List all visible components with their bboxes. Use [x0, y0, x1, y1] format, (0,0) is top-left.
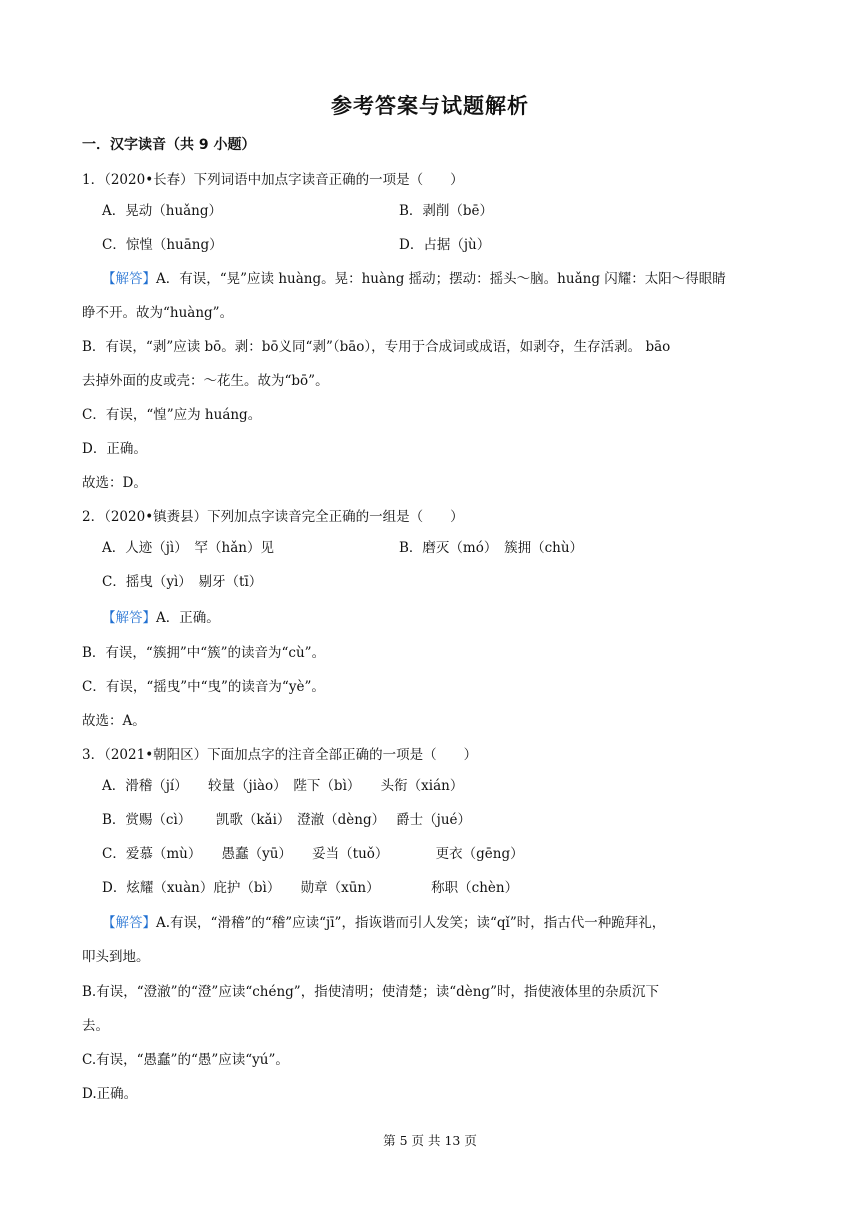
question-2-answer-line [102, 608, 220, 628]
question-2-answer-text: 故选：A。 [82, 713, 146, 729]
page-footer: 第 5 页 共 13 页 [383, 1133, 477, 1148]
question-1-option-a: A．晃动（huǎng） [102, 203, 223, 219]
question-3-answer-text: C.有误，“愚蠢”的“愚”应读“yú”。 [82, 1052, 289, 1068]
question-2-option-b: B．磨灭（mó） 簇拥（chù） [399, 540, 584, 556]
question-3-answer-text: D.正确。 [82, 1086, 138, 1102]
question-1-answer-text: 去掉外面的皮或壳：～花生。故为“bō”。 [82, 373, 329, 389]
question-2-option-c: C．摇曳（yì） 剔牙（tī） [102, 574, 263, 590]
question-2-option-a: A．人迹（jì） 罕（hǎn）见 [102, 540, 274, 556]
question-3-answer-line [102, 913, 665, 933]
section-heading: 一．汉字读音（共 9 小题） [82, 137, 256, 153]
question-3-answer-text: 叩头到地。 [82, 949, 150, 965]
answer-label: 【解答】 [102, 915, 156, 931]
question-3-answer-text: 去。 [82, 1018, 109, 1034]
answer-text: A．正确。 [156, 610, 220, 626]
question-3-option-a: A．滑稽（jí） 较量（jiào） 陛下（bì） 头衔（xián） [102, 778, 464, 794]
question-1-answer-text: B．有误，“剥”应读 bō。剥：bō义同“剥”（bāo），专用于合成词或成语，如剥夺，生存活剥。 bāo [82, 339, 671, 355]
question-3-option-d: D．炫耀（xuàn）庇护（bì） 勋章（xūn） 称职（chèn） [102, 880, 519, 896]
question-1-option-c: C．惊惶（huāng） [102, 237, 223, 253]
page-title: 参考答案与试题解析 [331, 94, 529, 118]
answer-label: 【解答】 [102, 271, 156, 287]
question-2-answer-text: C．有误，“摇曳”中“曳”的读音为“yè”。 [82, 679, 325, 695]
question-1-answer-text: D．正确。 [82, 441, 147, 457]
question-1-option-b: B．剥削（bē） [399, 203, 494, 219]
question-1-stem: 1．（2020•长春）下列词语中加点字读音正确的一项是（ ） [82, 172, 464, 188]
answer-text: A．有误，“晃”应读 huàng。晃：huàng 摇动；摆动：摇头～脑。huǎng 闪耀：太阳～得眼睛 [156, 271, 726, 287]
question-2-stem: 2．（2020•镇赉县）下列加点字读音完全正确的一组是（ ） [82, 509, 464, 525]
question-1-answer-text: C．有误，“惶”应为 huáng。 [82, 407, 262, 423]
answer-text: A.有误，“滑稽”的“稽”应读“jī”，指诙谐而引人发笑；读“qǐ”时，指古代一种跪拜礼， [156, 915, 666, 931]
question-3-stem: 3．（2021•朝阳区）下面加点字的注音全部正确的一项是（ ） [82, 747, 478, 763]
question-1-answer-text: 睁不开。故为“huàng”。 [82, 305, 234, 321]
question-1-answer-line [102, 269, 726, 289]
answer-label: 【解答】 [102, 610, 156, 626]
question-3-option-b: B．赏赐（cì） 凯歌（kǎi） 澄澈（dèng） 爵士（jué） [102, 812, 472, 828]
question-2-answer-text: B．有误，“簇拥”中“簇”的读音为“cù”。 [82, 645, 326, 661]
question-1-option-d: D．占据（jù） [399, 237, 491, 253]
question-1-answer-text: 故选：D。 [82, 475, 147, 491]
question-3-option-c: C．爱慕（mù） 愚蠢（yū） 妥当（tuǒ） 更衣（gēng） [102, 846, 524, 862]
question-3-answer-text: B.有误，“澄澈”的“澄”应读“chéng”，指使清明；使清楚；读“dèng”时，指使液体里的杂质沉下 [82, 984, 659, 1000]
